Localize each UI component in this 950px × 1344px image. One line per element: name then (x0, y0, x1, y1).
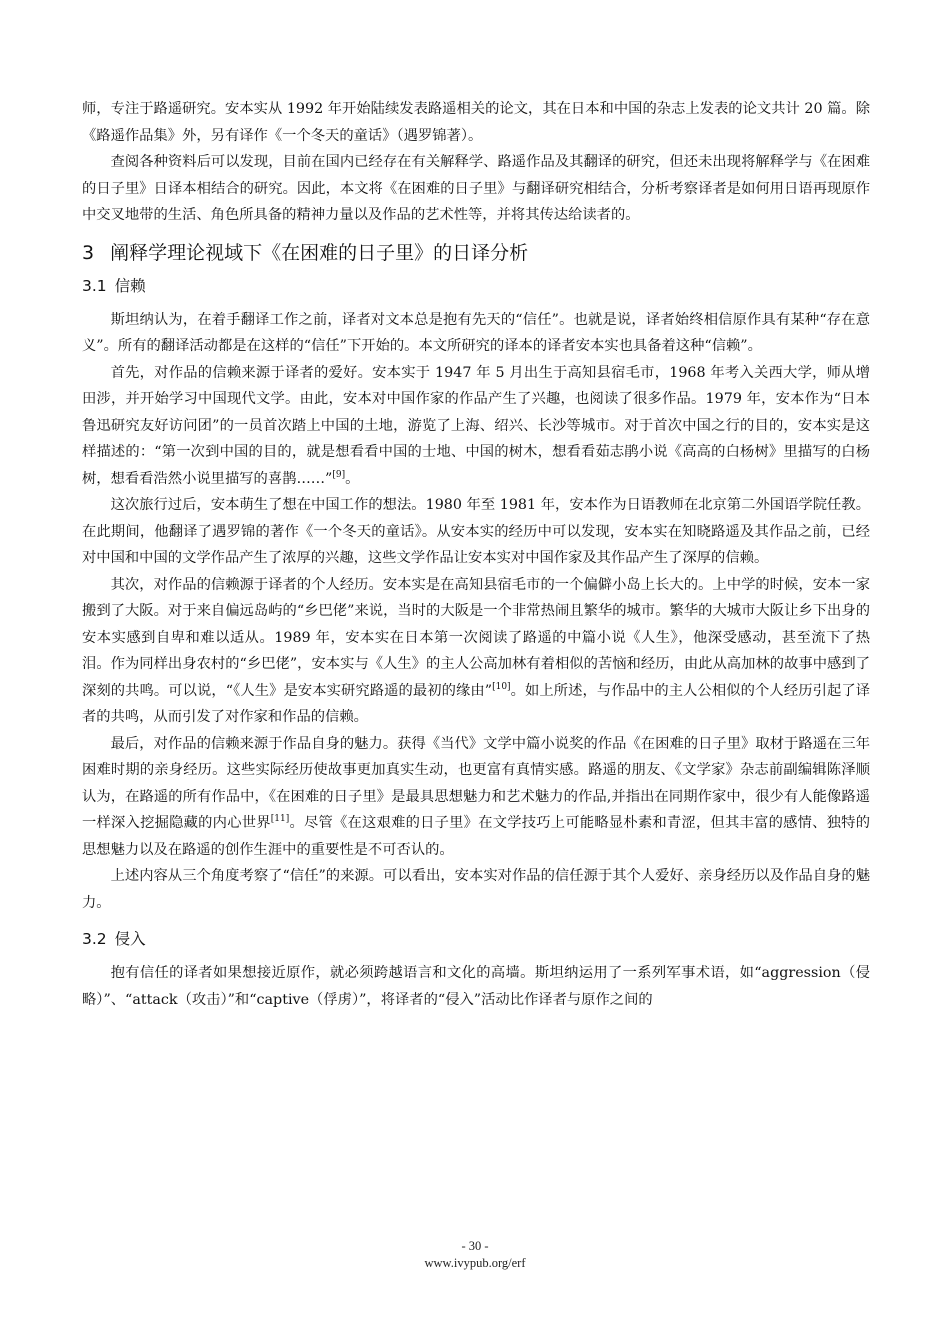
subsection-number: 3.2 (82, 930, 107, 948)
subsection-heading (82, 273, 870, 299)
paragraph-text: 。 (345, 470, 360, 487)
paragraph: 斯坦纳认为，在着手翻译工作之前，译者对文本总是抱有先天的“信任”。也就是说，译者始终相信原作具有某种“存在意义”。所有的翻译活动都是在这样的“信任”下开始的。本文所研究的译本的译者安本实也具备着这种“信赖”。 (82, 311, 870, 354)
paragraph (82, 731, 870, 864)
section-heading (82, 239, 870, 267)
paragraph (82, 360, 870, 493)
paragraph: 抱有信任的译者如果想接近原作，就必须跨越语言和文化的高墙。斯坦纳运用了一系列军事术语，如“aggression（侵略）”、“attack（攻击）”和“captive（俘虏）”，将译者的“侵入”活动比作译者与原作之间的 (82, 965, 870, 1008)
citation-ref: [10] (492, 681, 511, 692)
paragraph-text: 其次，对作品的信赖源于译者的个人经历。安本实是在高知县宿毛市的一个偏僻小岛上长大的。上中学的时候，安本一家搬到了大阪。对于来自偏远岛屿的“乡巴佬”来说，当时的大阪是一个非常热闹且繁华的城市。繁华的大城市大阪让乡下出身的安本实感到自卑和难以适从。1989 年，安本实在日本第一次阅读了路遥的中篇小说《人生》，他深受感动，甚至流下了热泪。作为同样出身农村的“乡巴佬”，安本实与《人生》的主人公高加林有着相似的苦恼和经历，由此从高加林的故事中感到了深刻的共鸣。可以说，“《人生》是安本实研究路遥的最初的缘由” (82, 576, 870, 699)
paragraph-text: 最后，对作品的信赖来源于作品自身的魅力。获得《当代》文学中篇小说奖的作品《在困难的日子里》取材于路遥在三年困难时期的亲身经历。这些实际经历使故事更加真实生动，也更富有真情实感。路遥的朋友、《文学家》杂志前副编辑陈泽顺认为，在路遥的所有作品中，《在困难的日子里》是最具思想魅力和艺术魅力的作品,并指出在同期作家中，很少有人能像路遥一样深入挖掘隐藏的内心世界 (82, 735, 870, 831)
document-page (82, 96, 870, 1013)
paragraph: 师，专注于路遥研究。安本实从 1992 年开始陆续发表路遥相关的论文，其在日本和中国的杂志上发表的论文共计 20 篇。除《路遥作品集》外，另有译作《一个冬天的童话》（遇罗锦著）。 (82, 101, 870, 144)
citation-ref: [11] (270, 814, 290, 825)
paragraph-text: 。如上所述，与作品中的主人公相似的个人经历引起了译者的共鸣，从而引发了对作家和作品的信赖。 (82, 682, 870, 725)
paragraph-text: 。尽管《在这艰难的日子里》在文学技巧上可能略显朴素和青涩，但其丰富的感情、独特的思想魅力以及在路遥的创作生涯中的重要性是不可否认的。 (82, 815, 870, 858)
section-number: 3 (82, 241, 95, 264)
paragraph (82, 572, 870, 731)
page-footer (0, 1238, 950, 1272)
subsection-title: 侵入 (114, 930, 146, 948)
subsection-title: 信赖 (114, 276, 146, 295)
section-title: 阐释学理论视域下《在困难的日子里》的日译分析 (110, 241, 529, 264)
paragraph: 上述内容从三个角度考察了“信任”的来源。可以看出，安本实对作品的信任源于其个人爱好、亲身经历以及作品自身的魅力。 (82, 868, 870, 911)
paragraph-text: 首先，对作品的信赖来源于译者的爱好。安本实于 1947 年 5 月出生于高知县宿毛市，1968 年考入关西大学，师从增田涉，并开始学习中国现代文学。由此，安本对中国作家的作品产生了兴趣，也阅读了很多作品。1979 年，安本作为“日本鲁迅研究友好访问团”的一员首次踏上中国的土地，游览了上海、绍兴、长沙等城市。对于首次中国之行的目的，安本实是这样描述的：“第一次到中国的目的，就是想看看中国的士地、中国的树木，想看看茹志鹃小说《高高的白杨树》里描写的白杨树，想看看浩然小说里描写的喜鹊……” (82, 364, 870, 487)
subsection-number: 3.1 (82, 276, 107, 295)
page-number: - 30 - (461, 1239, 489, 1253)
journal-url[interactable]: www.ivypub.org/erf (424, 1256, 526, 1270)
subsection-heading (82, 926, 870, 952)
paragraph: 这次旅行过后，安本萌生了想在中国工作的想法。1980 年至 1981 年，安本作为日语教师在北京第二外国语学院任教。在此期间，他翻译了遇罗锦的著作《一个冬天的童话》。从安本实的经历中可以发现，安本实在知晓路遥及其作品之前，已经对中国和中国的文学作品产生了浓厚的兴趣，这些文学作品让安本实对中国作家及其作品产生了深厚的信赖。 (82, 497, 870, 566)
paragraph: 查阅各种资料后可以发现，目前在国内已经存在有关解释学、路遥作品及其翻译的研究，但还未出现将解释学与《在困难的日子里》日译本相结合的研究。因此，本文将《在困难的日子里》与翻译研究相结合，分析考察译者是如何用日语再现原作中交叉地带的生活、角色所具备的精神力量以及作品的艺术性等，并将其传达给读者的。 (82, 154, 870, 223)
citation-ref: [9] (332, 469, 346, 480)
